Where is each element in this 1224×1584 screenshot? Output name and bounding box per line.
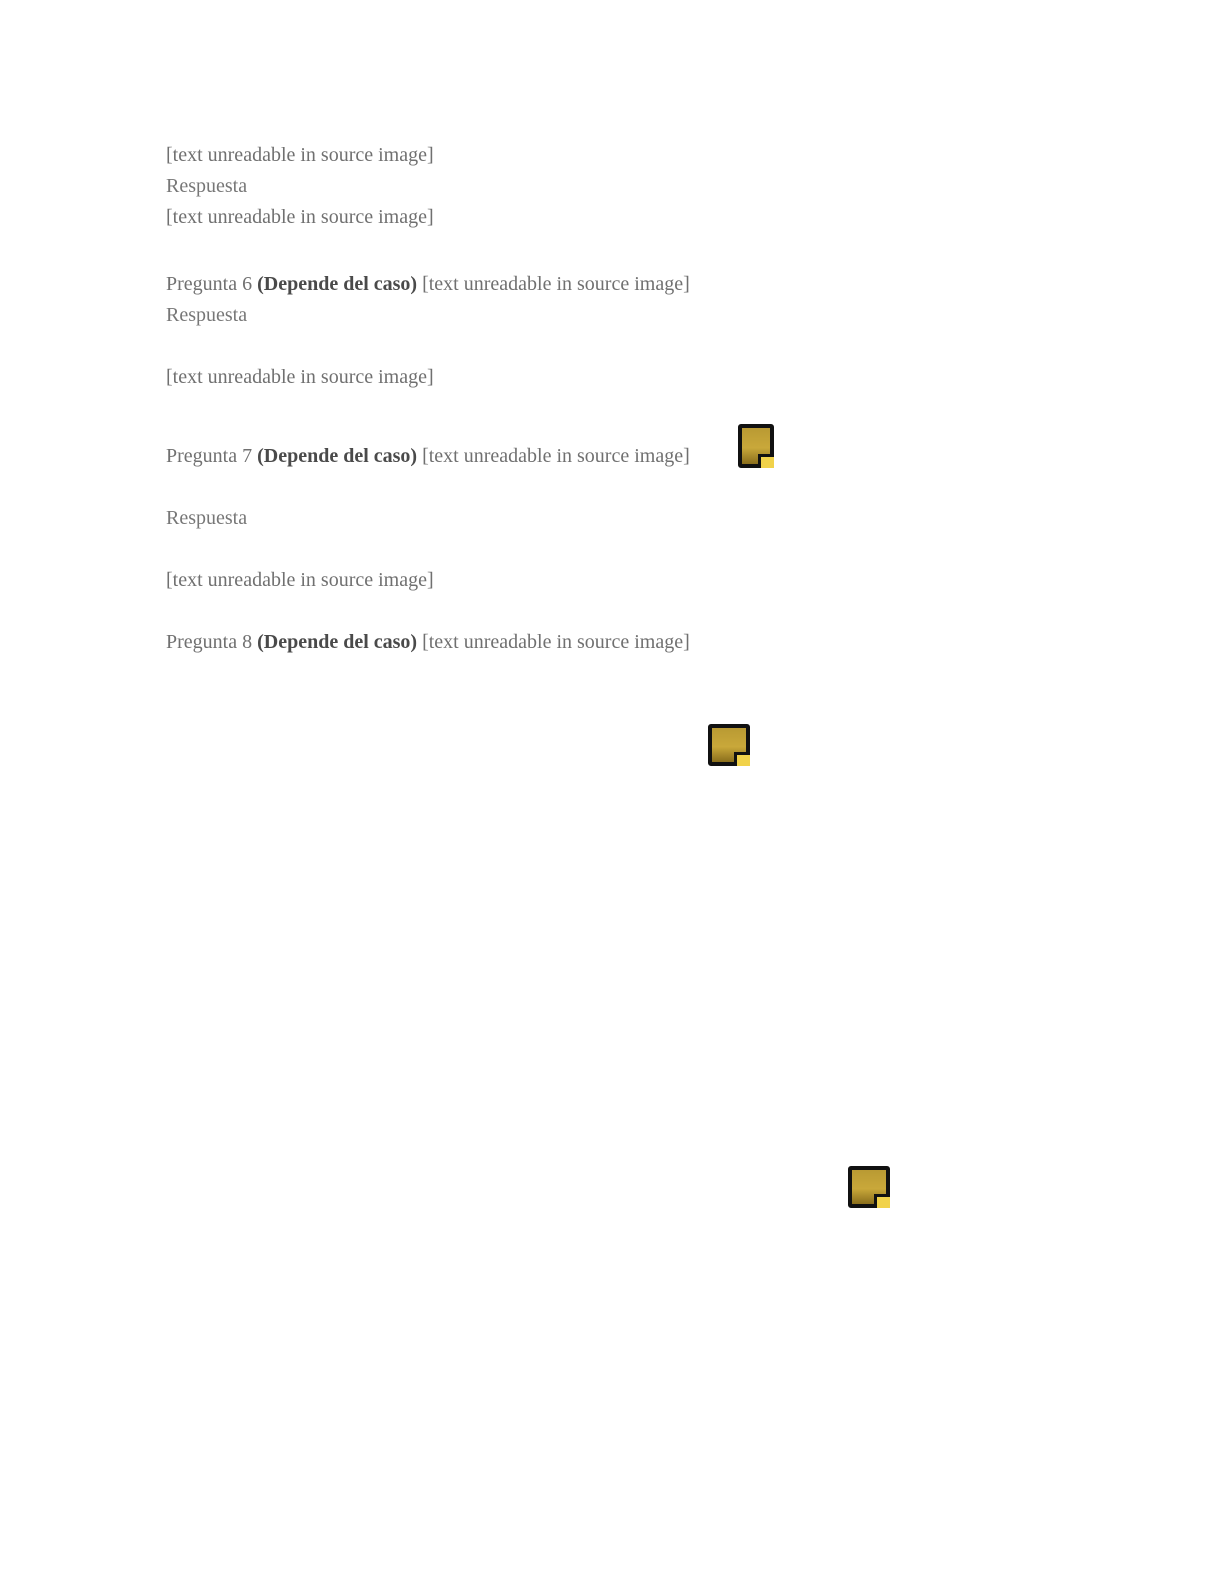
question-6-topic: (Depende del caso) — [257, 273, 418, 295]
question-8-text: [text unreadable in source image] — [422, 631, 690, 653]
spacer — [166, 393, 1046, 441]
question-8-prefix: Pregunta 8 — [166, 631, 253, 653]
question-7-prefix: Pregunta 7 — [166, 445, 253, 467]
question-6-text: [text unreadable in source image] — [422, 273, 690, 295]
sticky-note-icon[interactable] — [738, 424, 774, 468]
question-7-answer: [text unreadable in source image] — [166, 569, 434, 591]
question-7-topic: (Depende del caso) — [257, 445, 418, 467]
question-7-text: [text unreadable in source image] — [422, 445, 690, 467]
spacer — [166, 534, 1046, 565]
question-7-answer-label: Respuesta — [166, 507, 248, 529]
spacer — [166, 233, 1046, 269]
block1-answer-label: Respuesta — [166, 175, 248, 197]
question-7 — [166, 441, 1046, 472]
question-6-prefix: Pregunta 6 — [166, 273, 253, 295]
block1-intro: [text unreadable in source image] — [166, 144, 434, 166]
sticky-note-icon[interactable] — [708, 724, 750, 766]
spacer — [166, 472, 1046, 503]
question-6 — [166, 269, 1046, 300]
question-6-answer-label: Respuesta — [166, 304, 248, 326]
question-8 — [166, 627, 1046, 658]
question-6-answer: [text unreadable in source image] — [166, 366, 434, 388]
question-8-topic: (Depende del caso) — [257, 631, 418, 653]
sticky-note-icon[interactable] — [848, 1166, 890, 1208]
spacer — [166, 331, 1046, 362]
block1-answer: [text unreadable in source image] — [166, 206, 434, 228]
document-page — [166, 140, 1046, 658]
spacer — [166, 596, 1046, 627]
